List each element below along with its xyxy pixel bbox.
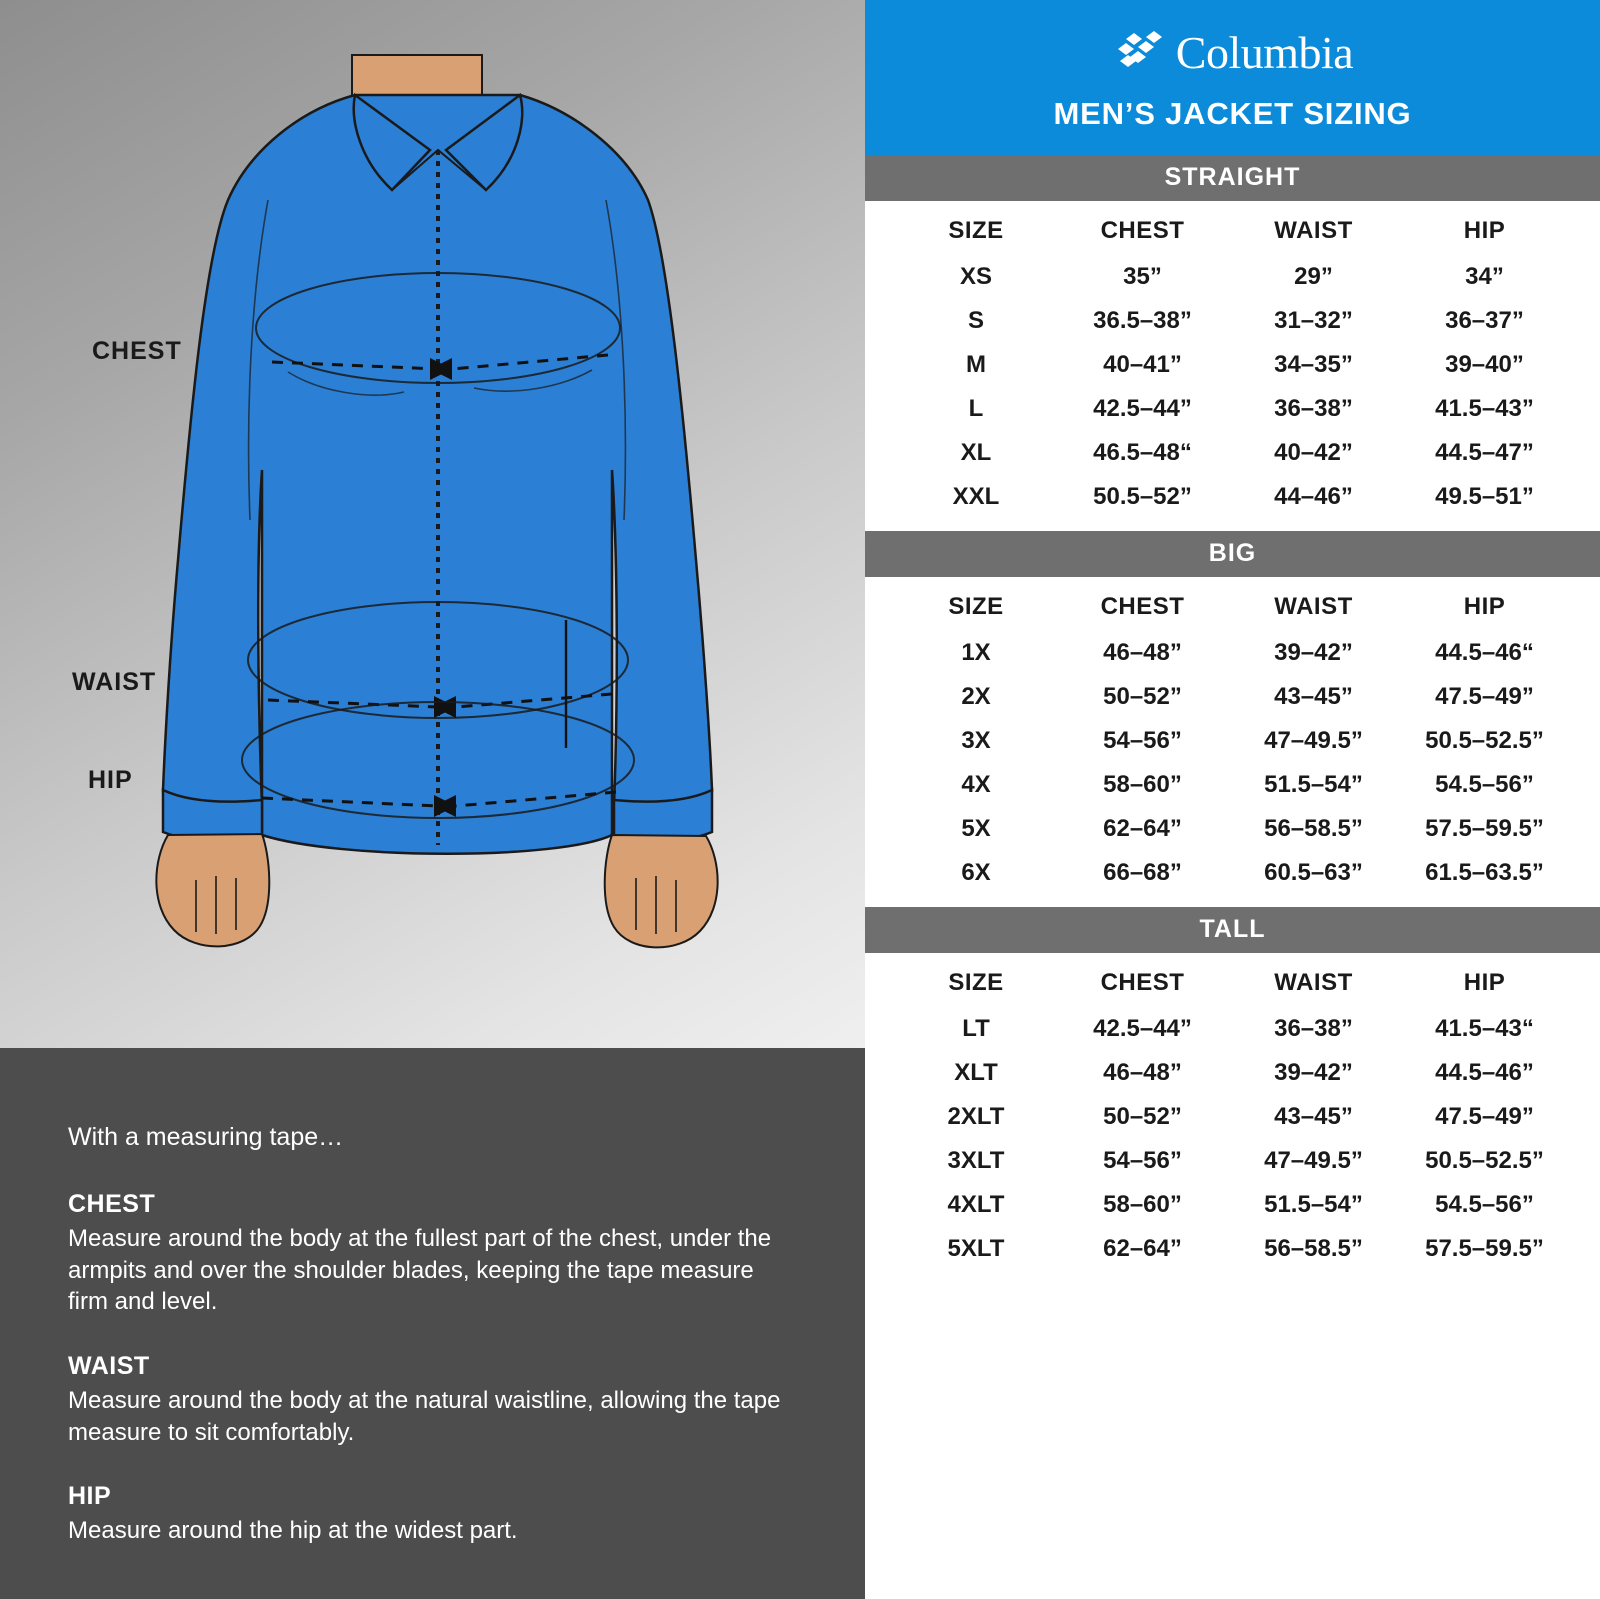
cell-waist: 34–35” [1274, 351, 1353, 378]
table-row [895, 255, 1570, 299]
cell-waist: 29” [1294, 263, 1333, 290]
instruction-chest-heading: CHEST [68, 1190, 156, 1218]
cell-size: XL [960, 439, 992, 466]
cell-hip: 41.5–43” [1435, 395, 1534, 422]
cell-chest: 40–41” [1103, 351, 1182, 378]
table-row [895, 763, 1570, 807]
table-row [895, 719, 1570, 763]
page-title: MEN’S JACKET SIZING [1053, 96, 1412, 131]
section-band-straight: STRAIGHT [865, 155, 1600, 201]
th-size: SIZE [948, 593, 1004, 620]
cell-hip: 47.5–49” [1435, 683, 1534, 710]
cell-waist: 56–58.5” [1264, 1235, 1363, 1262]
table-row [895, 343, 1570, 387]
table-row [895, 807, 1570, 851]
cell-hip: 50.5–52.5” [1425, 1147, 1544, 1174]
th-hip: HIP [1463, 217, 1506, 244]
table-wrap-straight [865, 201, 1600, 519]
jacket-illustration [0, 0, 865, 1048]
table-row [895, 1095, 1570, 1139]
cell-hip: 44.5–46” [1435, 1059, 1534, 1086]
cell-size: 3XLT [947, 1147, 1005, 1174]
instruction-waist-heading: WAIST [68, 1352, 150, 1381]
cell-hip: 34” [1465, 263, 1504, 290]
cell-size: 4X [961, 771, 991, 798]
cell-hip: 49.5–51” [1435, 483, 1534, 510]
cell-chest: 42.5–44” [1093, 1015, 1192, 1042]
cell-chest: 46.5–48“ [1093, 439, 1192, 466]
size-table-tall [895, 953, 1570, 1271]
cell-hip: 44.5–47” [1435, 439, 1534, 466]
cell-waist: 39–42” [1274, 1059, 1353, 1086]
table-header-row [895, 953, 1570, 1007]
cell-chest: 54–56” [1103, 1147, 1182, 1174]
cell-waist: 43–45” [1274, 1103, 1353, 1130]
size-table-straight [895, 201, 1570, 519]
instruction-chest-body: Measure around the body at the fullest part of the chest, under the armpits and over the shoulder blades, keeping the tape measure firm and level. [68, 1225, 772, 1316]
table-row [895, 1139, 1570, 1183]
cell-size: 2X [961, 683, 991, 710]
cell-hip: 61.5–63.5” [1425, 859, 1544, 886]
cell-size: XXL [952, 483, 1000, 510]
instruction-hip-heading: HIP [68, 1482, 112, 1511]
table-row [895, 299, 1570, 343]
cell-chest: 42.5–44” [1093, 395, 1192, 422]
cell-waist: 47–49.5” [1264, 1147, 1363, 1174]
cell-size: XLT [954, 1059, 998, 1086]
cell-chest: 36.5–38” [1093, 307, 1192, 334]
section-band-tall: TALL [865, 907, 1600, 953]
th-waist: WAIST [1274, 969, 1353, 996]
th-chest: CHEST [1100, 217, 1185, 244]
cell-hip: 57.5–59.5” [1425, 1235, 1544, 1262]
size-table-big [895, 577, 1570, 895]
cell-size: 2XLT [947, 1103, 1005, 1130]
th-hip: HIP [1463, 593, 1506, 620]
cell-waist: 40–42” [1274, 439, 1353, 466]
brand-logo-row [865, 22, 1600, 84]
table-row [895, 1051, 1570, 1095]
label-hip: HIP [88, 766, 133, 794]
cell-hip: 54.5–56” [1435, 1191, 1534, 1218]
instruction-hip [68, 1482, 795, 1547]
table-row [895, 851, 1570, 895]
cell-chest: 62–64” [1103, 1235, 1182, 1262]
table-wrap-big [865, 577, 1600, 895]
cell-waist: 47–49.5” [1264, 727, 1363, 754]
table-wrap-tall [865, 953, 1600, 1271]
cell-chest: 46–48” [1103, 639, 1182, 666]
instruction-hip-body: Measure around the hip at the widest part. [68, 1517, 518, 1545]
th-size: SIZE [948, 969, 1004, 996]
label-waist: WAIST [72, 668, 157, 696]
cell-size: L [968, 395, 984, 422]
th-waist: WAIST [1274, 593, 1353, 620]
table-row [895, 631, 1570, 675]
cell-chest: 54–56” [1103, 727, 1182, 754]
section-band-big: BIG [865, 531, 1600, 577]
instruction-chest [68, 1190, 795, 1318]
cell-chest: 50–52” [1103, 1103, 1182, 1130]
cell-chest: 62–64” [1103, 815, 1182, 842]
cell-size: 1X [961, 639, 991, 666]
cell-chest: 35” [1123, 263, 1162, 290]
cell-hip: 57.5–59.5” [1425, 815, 1544, 842]
th-chest: CHEST [1100, 593, 1185, 620]
cell-hip: 44.5–46“ [1435, 639, 1534, 666]
table-row [895, 1183, 1570, 1227]
table-header-row [895, 201, 1570, 255]
cell-waist: 44–46” [1274, 483, 1353, 510]
cell-hip: 36–37” [1445, 307, 1524, 334]
cell-chest: 58–60” [1103, 771, 1182, 798]
cell-chest: 50–52” [1103, 683, 1182, 710]
cell-hip: 54.5–56” [1435, 771, 1534, 798]
cell-waist: 43–45” [1274, 683, 1353, 710]
th-hip: HIP [1463, 969, 1506, 996]
cell-chest: 46–48” [1103, 1059, 1182, 1086]
cell-size: XS [960, 263, 993, 290]
cell-size: 5XLT [947, 1235, 1005, 1262]
cell-hip: 50.5–52.5” [1425, 727, 1544, 754]
columbia-diamond-logo-icon [1112, 29, 1168, 78]
cell-size: M [966, 351, 986, 378]
brand-name: Columbia [1175, 27, 1354, 78]
instructions-panel [0, 1048, 865, 1599]
jacket-drawing [0, 0, 865, 1048]
cell-size: 3X [961, 727, 991, 754]
cell-size: S [968, 307, 985, 334]
cell-size: LT [962, 1015, 990, 1042]
th-chest: CHEST [1100, 969, 1185, 996]
th-size: SIZE [948, 217, 1004, 244]
cell-waist: 51.5–54” [1264, 1191, 1363, 1218]
cell-waist: 51.5–54” [1264, 771, 1363, 798]
cell-waist: 36–38” [1274, 1015, 1353, 1042]
table-header-row [895, 577, 1570, 631]
cell-waist: 31–32” [1274, 307, 1353, 334]
table-row [895, 1227, 1570, 1271]
th-waist: WAIST [1274, 217, 1353, 244]
cell-hip: 47.5–49” [1435, 1103, 1534, 1130]
cell-hip: 39–40” [1445, 351, 1524, 378]
cell-chest: 50.5–52” [1093, 483, 1192, 510]
cell-size: 6X [961, 859, 991, 886]
brand-header [865, 0, 1600, 155]
cell-chest: 58–60” [1103, 1191, 1182, 1218]
cell-chest: 66–68” [1103, 859, 1182, 886]
right-column [865, 0, 1600, 1599]
table-row [895, 475, 1570, 519]
instructions-intro: With a measuring tape… [68, 1123, 344, 1151]
instruction-waist [68, 1352, 795, 1448]
cell-waist: 56–58.5” [1264, 815, 1363, 842]
cell-waist: 36–38” [1274, 395, 1353, 422]
label-chest: CHEST [92, 337, 182, 365]
cell-waist: 60.5–63” [1264, 859, 1363, 886]
table-row [895, 431, 1570, 475]
cell-size: 5X [961, 815, 991, 842]
table-row [895, 675, 1570, 719]
instruction-waist-body: Measure around the body at the natural waistline, allowing the tape measure to sit comfortably. [68, 1387, 781, 1446]
cell-waist: 39–42” [1274, 639, 1353, 666]
cell-hip: 41.5–43“ [1435, 1015, 1534, 1042]
table-row [895, 1007, 1570, 1051]
cell-size: 4XLT [947, 1191, 1005, 1218]
table-row [895, 387, 1570, 431]
